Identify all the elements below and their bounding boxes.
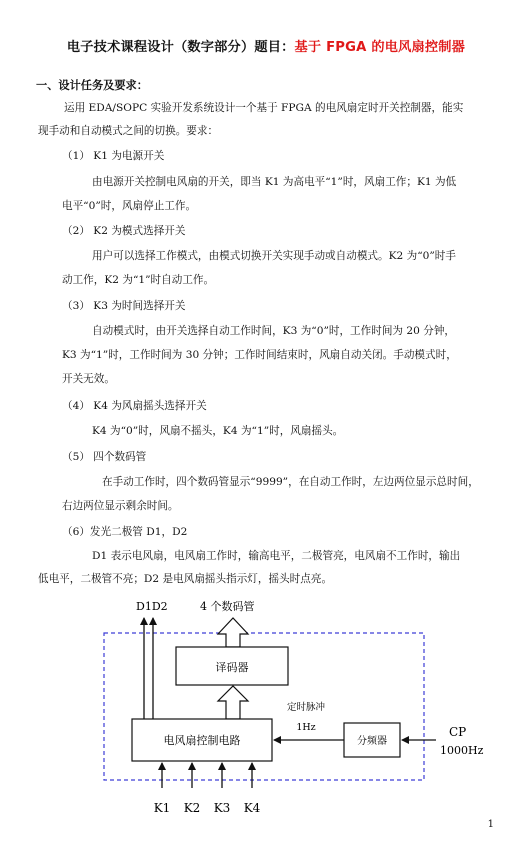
item-5-line-2: 右边两位显示剩余时间。	[62, 500, 179, 512]
item-6-line-1: D1 表示电风扇，电风扇工作时，输高电平，二极管亮，电风扇不工作时，输出	[92, 550, 461, 562]
item-6-label: （6）发光二极管 D1，D2	[62, 526, 188, 538]
section-heading: 一、设计任务及要求：	[36, 79, 148, 92]
item-1-line-1: 由电源开关控制电风扇的开关，即当 K1 为高电平“1”时，风扇工作；K1 为低	[92, 176, 457, 188]
item-3-label: （3） K3 为时间选择开关	[62, 300, 186, 312]
item-3-line-2: K3 为“1”时，工作时间为 30 分钟；工作时间结束时，风扇自动关闭。手动模式时，	[62, 349, 457, 361]
controller-to-decoder-arrow	[218, 686, 248, 719]
k1-label: K1	[153, 801, 171, 815]
item-3-line-3: 开关无效。	[62, 373, 115, 385]
cp-frequency: 1000Hz	[440, 744, 484, 757]
title-topic: 基于 FPGA 的电风扇控制器	[294, 40, 466, 55]
title-prefix: 电子技术课程设计（数字部分）题目：	[66, 40, 295, 55]
item-4-line-1: K4 为“0”时，风扇不摇头，K4 为“1”时，风扇摇头。	[92, 425, 344, 437]
item-1-label: （1） K1 为电源开关	[62, 150, 165, 162]
page-title	[0, 36, 532, 55]
k4-label: K4	[243, 801, 261, 815]
item-6-line-2: 低电平，二极管不亮；D2 是电风扇摇头指示灯，摇头时点亮。	[38, 573, 333, 585]
item-2-label: （2） K2 为模式选择开关	[62, 225, 186, 237]
frequency-divider-label: 分频器	[357, 736, 387, 747]
intro-line-2: 现手动和自动模式之间的切换。要求：	[38, 125, 219, 137]
intro-line-1: 运用 EDA/SOPC 实验开发系统设计一个基于 FPGA 的电风扇定时开关控制器，能实	[64, 102, 464, 114]
item-3-line-1: 自动模式时，由开关选择自动工作时间，K3 为“0”时，工作时间为 20 分钟，	[92, 325, 456, 337]
item-4-label: （4） K4 为风扇摇头选择开关	[62, 400, 207, 412]
decoder-output-arrow	[218, 618, 248, 647]
block-diagram	[0, 590, 532, 850]
k2-label: K2	[183, 801, 201, 815]
item-2-line-2: 动工作，K2 为“1”时自动工作。	[62, 274, 215, 286]
cp-label: CP	[449, 725, 467, 739]
timing-pulse-frequency: 1Hz	[296, 722, 316, 733]
display-label: 4 个数码管	[200, 600, 255, 613]
timing-pulse-label: 定时脉冲	[286, 702, 326, 713]
decoder-label: 译码器	[215, 661, 249, 674]
item-5-label: （5） 四个数码管	[62, 451, 147, 463]
fan-controller-label: 电风扇控制电路	[163, 734, 241, 747]
page-number: 1	[487, 819, 494, 830]
item-5-line-1: 在手动工作时，四个数码管显示“9999”，在自动工作时，左边两位显示总时间，	[102, 476, 479, 488]
d1d2-label: D1D2	[136, 600, 168, 613]
item-1-line-2: 电平“0”时，风扇停止工作。	[62, 200, 197, 212]
item-2-line-1: 用户可以选择工作模式，由模式切换开关实现手动或自动模式。K2 为“0”时手	[92, 250, 456, 262]
k3-label: K3	[213, 801, 231, 815]
